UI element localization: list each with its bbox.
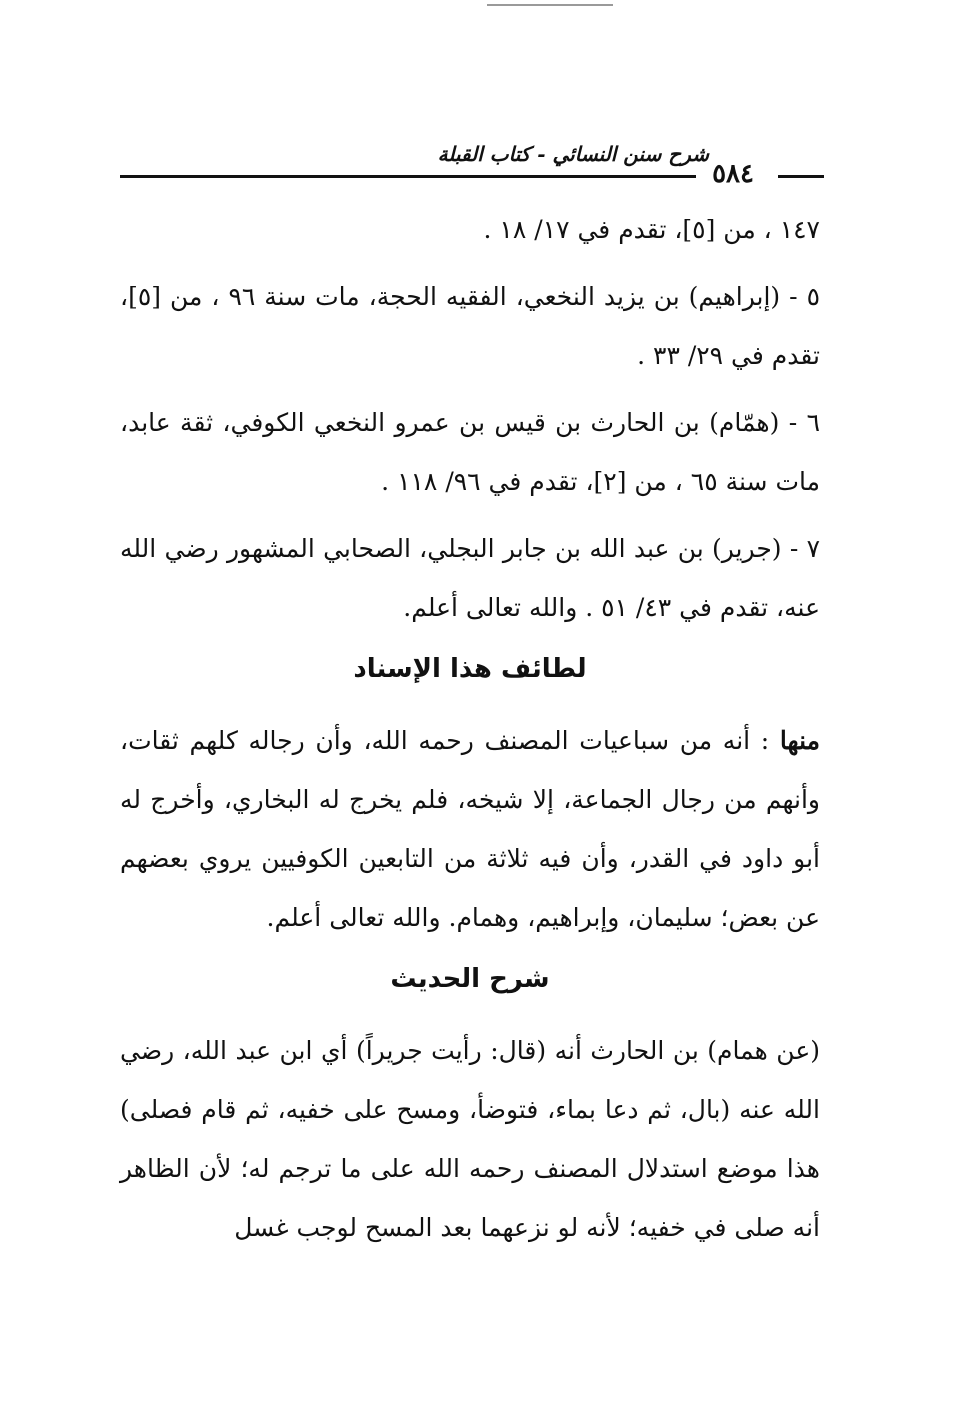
- paragraph-4: ٧ - (جرير) بن عبد الله بن جابر البجلي، الصحابي المشهور رضي الله عنه، تقدم في ٤٣/ ٥١ . والله تعالى أعلم.: [120, 534, 820, 622]
- paragraph-5-text: : أنه من سباعيات المصنف رحمه الله، وأن رجاله كلهم ثقات، وأنهم من رجال الجماعة، إلا شيخه، فلم يخرج له البخاري، وأخرج له أبو داود في القدر، وأن فيه ثلاثة من التابعين الكوفيين يروي بعضهم عن بعض؛ سليمان، وإبراهيم، وهمام. والله تعالى أعلم.: [120, 726, 820, 932]
- page-number: ٥٨٤: [712, 159, 754, 189]
- paragraph-5-lead: منها: [779, 726, 820, 755]
- paragraph-6: (عن همام) بن الحارث أنه (قال: رأيت جريراً) أي ابن عبد الله، رضي الله عنه (بال، ثم دعا بماء، فتوضأ، ومسح على خفيه، ثم قام فصلى) هذا موضع استدلال المصنف رحمه الله على ما ترجم له؛ لأن الظاهر أنه صلى في خفيه؛ لأنه لو نزعهما بعد المسح لوجب غسل: [120, 1036, 820, 1242]
- page-header: [118, 138, 824, 188]
- section-heading-chain-notes: لطائف هذا الإسناد: [353, 654, 587, 684]
- header-rule: [120, 175, 696, 178]
- paragraph-1: ١٤٧ ، من [٥]، تقدم في ١٧/ ١٨ .: [483, 215, 820, 244]
- page-number-dash: [778, 175, 824, 178]
- paragraph-3: ٦ - (همّام) بن الحارث بن قيس بن عمرو النخعي الكوفي، ثقة عابد، مات سنة ٦٥ ، من [٢]، تقدم في ٩٦/ ١١٨ .: [120, 408, 820, 496]
- section-heading-hadith-commentary: شرح الحديث: [390, 964, 550, 994]
- paragraph-2: ٥ - (إبراهيم) بن يزيد النخعي، الفقيه الحجة، مات سنة ٩٦ ، من [٥]، تقدم في ٢٩/ ٣٣ .: [120, 282, 821, 370]
- paragraph-5: [120, 711, 820, 947]
- top-scan-line: [487, 4, 613, 6]
- running-title: شرح سنن النسائي - كتاب القبلة: [437, 142, 709, 166]
- page-body: [120, 200, 820, 1265]
